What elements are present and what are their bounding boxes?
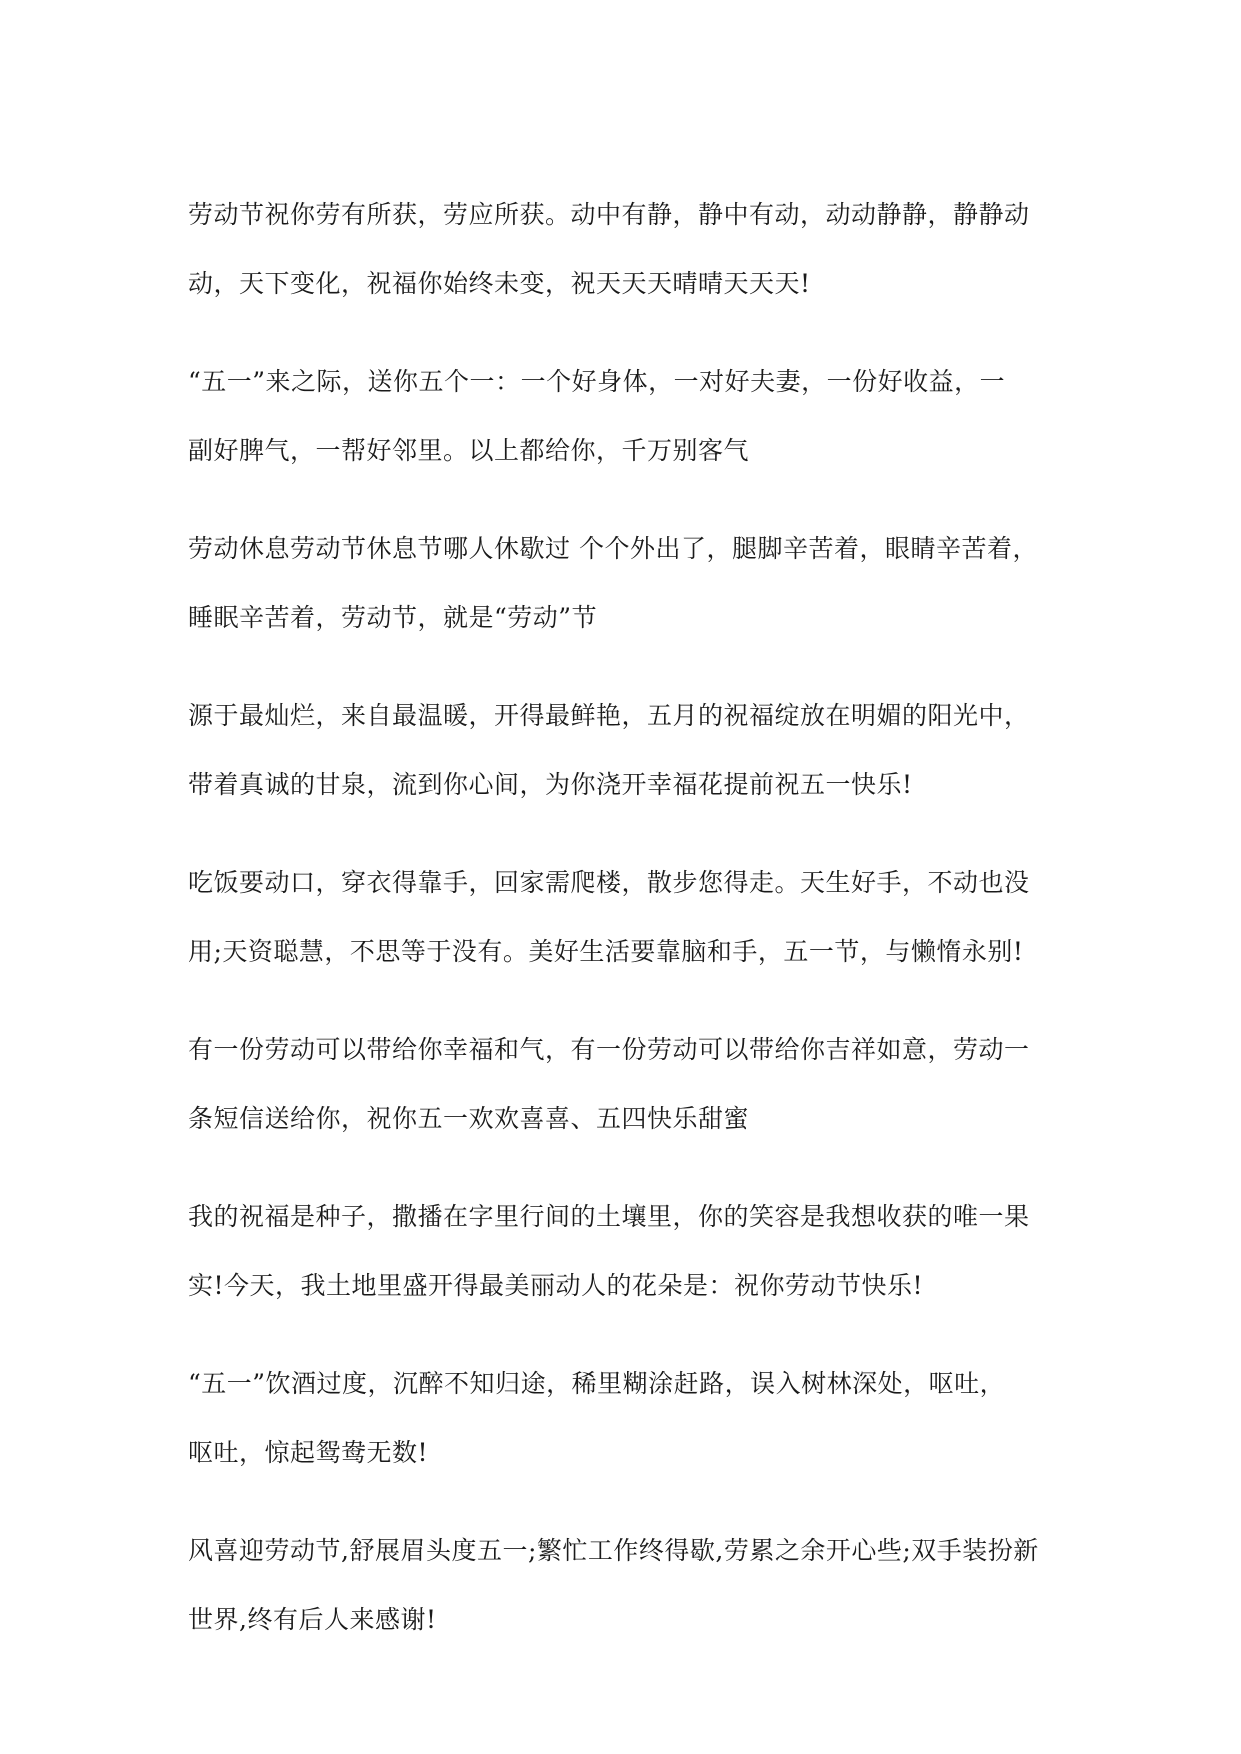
paragraph-line: 动，天下变化，祝福你始终未变，祝天天天晴晴天天天!	[188, 269, 811, 298]
paragraph-line: 睡眠辛苦着，劳动节，就是“劳动”节	[188, 603, 598, 632]
paragraph-line: 副好脾气，一帮好邻里。以上都给你，千万别客气	[188, 436, 750, 465]
paragraph-3	[188, 514, 1068, 652]
paragraph-5	[188, 848, 1068, 986]
paragraph-line: 带着真诚的甘泉，流到你心间，为你浇开幸福花提前祝五一快乐!	[188, 770, 913, 799]
paragraph-line: 我的祝福是种子，撒播在字里行间的土壤里，你的笑容是我想收获的唯一果	[188, 1202, 1030, 1231]
paragraph-line: 用;天资聪慧，不思等于没有。美好生活要靠脑和手，五一节，与懒惰永别!	[188, 937, 1024, 966]
paragraph-line: 实!今天，我土地里盛开得最美丽动人的花朵是：祝你劳动节快乐!	[188, 1271, 924, 1300]
paragraph-6	[188, 1015, 1068, 1153]
paragraph-8	[188, 1349, 1068, 1487]
paragraph-1	[188, 180, 1068, 318]
paragraph-line: 吃饭要动口，穿衣得靠手，回家需爬楼，散步您得走。天生好手，不动也没	[188, 868, 1030, 897]
paragraph-line: 世界,终有后人来感谢!	[188, 1605, 437, 1634]
paragraph-line: “五一”来之际，送你五个一：一个好身体，一对好夫妻，一份好收益，一	[188, 367, 1006, 396]
paragraph-line: “五一”饮酒过度，沉醉不知归途，稀里糊涂赶路，误入树林深处，呕吐，	[188, 1369, 1006, 1398]
paragraph-line: 劳动节祝你劳有所获，劳应所获。动中有静，静中有动，动动静静，静静动	[188, 200, 1030, 229]
paragraph-line: 呕吐，惊起鸳鸯无数!	[188, 1438, 429, 1467]
paragraph-line: 源于最灿烂，来自最温暖，开得最鲜艳，五月的祝福绽放在明媚的阳光中，	[188, 701, 1030, 730]
paragraph-2	[188, 347, 1068, 485]
paragraph-4	[188, 681, 1068, 819]
paragraph-line: 条短信送给你，祝你五一欢欢喜喜、五四快乐甜蜜	[188, 1104, 750, 1133]
paragraph-line: 风喜迎劳动节,舒展眉头度五一;繁忙工作终得歇,劳累之余开心些;双手装扮新	[188, 1536, 1039, 1565]
paragraph-7	[188, 1182, 1068, 1320]
paragraph-line: 劳动休息劳动节休息节哪人休歇过 个个外出了，腿脚辛苦着，眼睛辛苦着，	[188, 534, 1038, 563]
paragraph-9	[188, 1516, 1068, 1654]
paragraph-line: 有一份劳动可以带给你幸福和气，有一份劳动可以带给你吉祥如意，劳动一	[188, 1035, 1030, 1064]
